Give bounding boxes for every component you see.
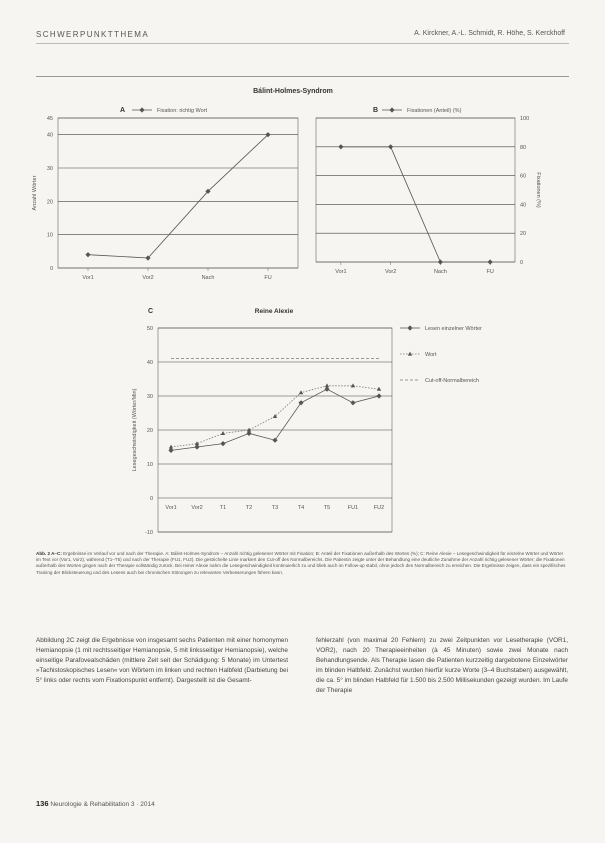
x-tick-label: Nach bbox=[433, 269, 447, 275]
y-tick-label: 50 bbox=[146, 326, 153, 332]
section-heading: SCHWERPUNKTTHEMA bbox=[36, 30, 150, 39]
page-footer bbox=[36, 799, 155, 808]
y-tick-label: 30 bbox=[146, 394, 153, 400]
panel-c-letter: C bbox=[148, 308, 154, 315]
data-point bbox=[169, 445, 173, 449]
x-tick-label: Vor2 bbox=[142, 275, 154, 281]
figure-main-title: Bálint-Holmes-Syndrom bbox=[253, 88, 333, 95]
y-tick-label: 0 bbox=[520, 260, 524, 266]
x-tick-label: FU2 bbox=[373, 505, 385, 511]
header-authors: A. Kirckner, A.-L. Schmidt, R. Höhe, S. Kerckhoff bbox=[414, 30, 565, 37]
x-tick-label: T5 bbox=[323, 505, 331, 511]
legend-label: Fixationen (Anteil) (%) bbox=[407, 108, 462, 114]
x-tick-label: T4 bbox=[297, 505, 305, 511]
panel-b-chart bbox=[316, 107, 541, 275]
x-tick-label: Vor1 bbox=[165, 505, 177, 511]
journal-name: Neurologie & Rehabilitation 3 · 2014 bbox=[50, 801, 155, 808]
legend-label: Cut-off-Normalbereich bbox=[425, 378, 480, 384]
legend-marker bbox=[408, 352, 412, 356]
x-tick-label: T3 bbox=[271, 505, 279, 511]
caption-label: Abb. 2 A–C: bbox=[36, 551, 62, 556]
data-point bbox=[299, 390, 303, 394]
y-tick-label: 40 bbox=[46, 132, 53, 139]
legend-marker bbox=[139, 107, 144, 112]
y-tick-label: 20 bbox=[520, 231, 527, 238]
data-point bbox=[388, 144, 393, 149]
data-point bbox=[325, 383, 329, 387]
x-tick-label: Nach bbox=[201, 275, 215, 281]
data-point bbox=[298, 400, 303, 405]
figure-caption bbox=[36, 551, 569, 576]
x-tick-label: T2 bbox=[245, 505, 253, 511]
page-number: 136 bbox=[36, 799, 49, 808]
legend-label: Lesen einzelner Wörter bbox=[425, 326, 482, 332]
y-axis-label: Fixationen (%) bbox=[535, 172, 541, 208]
y-tick-label: 100 bbox=[520, 116, 530, 122]
x-tick-label: Vor2 bbox=[191, 505, 203, 511]
x-tick-label: Vor2 bbox=[384, 269, 397, 275]
legend-label: Fixation: richtig Wort bbox=[157, 108, 208, 114]
y-tick-label: 40 bbox=[146, 360, 153, 366]
data-point bbox=[338, 144, 343, 149]
y-tick-label: 10 bbox=[146, 462, 153, 468]
panel-a-letter: A bbox=[120, 107, 126, 114]
data-point bbox=[488, 259, 493, 264]
series-line bbox=[88, 135, 268, 258]
panel-b-letter: B bbox=[373, 107, 379, 114]
x-tick-label: FU1 bbox=[347, 505, 359, 511]
y-tick-label: 20 bbox=[46, 199, 53, 206]
y-tick-label: -10 bbox=[145, 530, 153, 536]
y-tick-label: 60 bbox=[520, 173, 527, 180]
x-tick-label: FU bbox=[264, 275, 272, 281]
panel-a-chart bbox=[32, 107, 298, 281]
legend-marker bbox=[407, 325, 412, 330]
data-point bbox=[376, 393, 381, 398]
data-point bbox=[438, 259, 443, 264]
data-point bbox=[85, 252, 90, 257]
x-tick-label: T1 bbox=[219, 505, 227, 511]
y-tick-label: 40 bbox=[520, 202, 527, 209]
y-tick-label: 0 bbox=[149, 496, 153, 502]
y-axis-label: Lesegeschwindigkeit (Wörter/Min) bbox=[132, 388, 138, 472]
x-tick-label: Vor1 bbox=[335, 269, 347, 275]
y-tick-label: 30 bbox=[46, 166, 53, 172]
y-tick-label: 80 bbox=[520, 144, 527, 151]
y-tick-label: 45 bbox=[46, 116, 53, 122]
caption-text: Ergebnisse im Verlauf vor und nach der Therapie. A: Bálint-Holmes-Syndrom – Anzahl richtig gelesener Wörter mit Fixation; B: Anteil der Fixationen außerhalb des Wortes (%); C: Reine Alexie – Lesegeschwindigkeit für einzelne Wörter und Wörter im Text vor (Vor1, Vor2), während (T1–T5) und nach der Therapie (FU1, FU2). Die gestrichelte Linie markiert den Cut-off des Normalbereichs. Die Patientin zeigte unter der Behandlung eine deutliche Zunahme der Anzahl richtig gelesener Wörter; die Fixationen außerhalb des Wortes gingen nach der Therapie vollständig zurück. Bei reiner Alexie nahm die Lesegeschwindigkeit kontinuierlich zu und blieb auch im Follow-up stabil, ohne jedoch den Normalbereich zu erreichen. Die Ergebnisse zeigen, dass ein spezifisches Training der Blicksteuerung und des Lesens auch bei chronischen Störungen zu relevanten Verbesserungen führen kann. bbox=[36, 551, 566, 575]
legend-marker bbox=[389, 107, 394, 112]
data-point bbox=[272, 438, 277, 443]
x-tick-label: FU bbox=[486, 269, 494, 275]
body-text-right: fehlerzahl (von maximal 20 Fehlern) zu zwei Zeitpunkten vor Lesetherapie (VOR1, VOR2), nach 20 Therapieeinheiten (à 45 Minuten) sowie zwei Monate nach Behandlungsende. Als Therapie lasen die Patienten kurzzeitig dargebotene Einzelwörter im blinden Halbfeld. Zunächst wurden hierfür kurze Worte (3–4 Buchstaben) ausgewählt, die ca. 5° im blinden Halbfeld für 1.500 bis 2.500 Millisekunden gezeigt wurden. Im Laufe der Therapie bbox=[316, 637, 568, 694]
data-point bbox=[220, 441, 225, 446]
body-text-left: Abbildung 2C zeigt die Ergebnisse von insgesamt sechs Patienten mit einer homonymen Hemianopsie (1 mit rechtsseitiger Hemianopsie, 5 mit linksseitiger Hemianopsie), welche einseitige Parafovealschäden (mittlere Zeit seit der Schädigung: 5 Monate) im Untertest »Tachistoskopisches Lesen« von Wörtern im linken und rechten Halbfeld (Darbietung bei 5° links oder rechts vom Fixationspunkt entfernt). Dargestellt ist die Gesamt- bbox=[36, 637, 288, 684]
panel-c-title: Reine Alexie bbox=[254, 308, 294, 315]
y-tick-label: 0 bbox=[49, 266, 53, 272]
x-tick-label: Vor1 bbox=[82, 275, 94, 281]
data-point bbox=[350, 400, 355, 405]
panel-c-chart bbox=[132, 325, 482, 536]
legend-label: Wort bbox=[425, 352, 437, 358]
data-point bbox=[221, 431, 225, 435]
y-tick-label: 10 bbox=[46, 232, 53, 239]
y-tick-label: 20 bbox=[146, 428, 153, 434]
y-axis-label: Anzahl Wörter bbox=[32, 175, 38, 211]
plot-frame bbox=[316, 118, 515, 262]
